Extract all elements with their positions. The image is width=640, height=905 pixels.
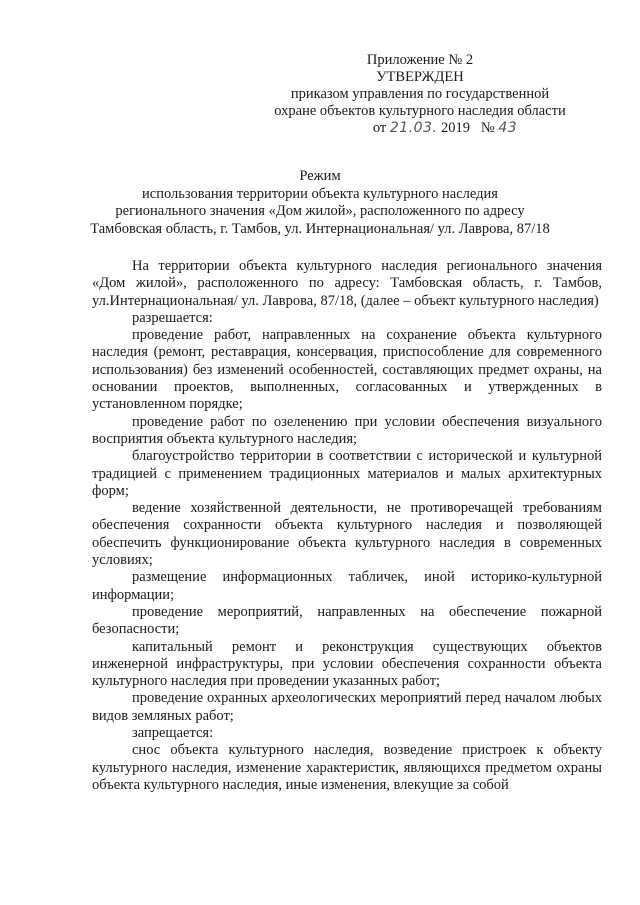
allowed-label: разрешается: (132, 309, 213, 326)
document-body (92, 258, 602, 794)
number-prefix: № (480, 120, 495, 136)
handwritten-date: 21.03. (389, 120, 438, 136)
allowed-item: проведение мероприятий, направленных на обеспечение пожарной безопасности; (92, 603, 602, 638)
allowed-item: благоустройство территории в соответствии с исторической и культурной традицией с применением традиционных материалов и малых архитектурных форм; (92, 448, 602, 499)
title-line-2: регионального значения «Дом жилой», расположенного по адресу (115, 203, 525, 219)
title-heading: Режим (299, 168, 341, 184)
allowed-item: капитальный ремонт и реконструкция существующих объектов инженерной инфраструктуры, при условии обеспечения сохранности объекта культурного наследия при проведении указанных работ; (92, 638, 602, 690)
order-date-line (250, 120, 590, 137)
allowed-item: проведение охранных археологических мероприятий перед началом любых видов земляных работ; (92, 690, 602, 724)
forbidden-item: снос объекта культурного наследия, возведение пристроек к объекту культурного наследия, изменение характеристик, являющихся предметом охраны объекта культурного наследия, иные изменения, влекущие за собой (92, 742, 602, 793)
appendix-number: Приложение № 2 (366, 52, 474, 68)
forbidden-label: запрещается: (132, 725, 214, 742)
document-title (0, 168, 640, 238)
intro-paragraph: На территории объекта культурного наследия регионального значения «Дом жилой», расположенного по адресу: Тамбовская область, г. Тамбов, ул.Интернациональная/ ул. Лаврова, 87/18, (далее – объект культурного наследия) (92, 258, 602, 309)
approval-block (250, 52, 590, 137)
order-line-2: охране объектов культурного наследия области (274, 103, 566, 119)
order-line-1: приказом управления по государственной (290, 86, 550, 102)
date-prefix: от (372, 120, 387, 136)
title-line-1: использования территории объекта культурного наследия (142, 185, 498, 202)
allowed-item: ведение хозяйственной деятельности, не противоречащей требованиям обеспечения сохранности объекта культурного наследия и позволяющей обеспечить функционирование объекта культурного наследия в современных условиях; (92, 500, 602, 569)
allowed-item: проведение работ по озеленению при условии обеспечения визуального восприятия объекта культурного наследия; (92, 413, 602, 447)
handwritten-number: 43 (498, 120, 518, 136)
order-year: 2019 (441, 120, 470, 136)
approved-heading: УТВЕРЖДЕН (376, 69, 464, 85)
allowed-item: размещение информационных табличек, иной историко-культурной информации; (92, 569, 602, 603)
allowed-item: проведение работ, направленных на сохранение объекта культурного наследия (ремонт, реставрация, консервация, приспособление для современного использования) без изменений особенностей, составляющих предмет охраны, на основании проектов, выполненных, согласованных и утвержденных в установленном порядке; (92, 327, 602, 413)
title-line-3: Тамбовская область, г. Тамбов, ул. Интернациональная/ ул. Лаврова, 87/18 (90, 220, 550, 237)
